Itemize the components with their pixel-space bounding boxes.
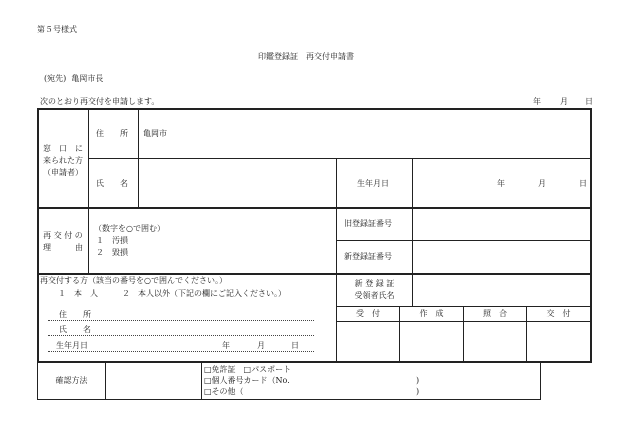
form-title: 印鑑登録証 再交付申請書 bbox=[258, 52, 354, 61]
form-number: 第５号様式 bbox=[37, 25, 77, 34]
recipient-name-label: 氏 名 bbox=[59, 325, 91, 334]
old-number-label: 旧登録証番号 bbox=[344, 219, 392, 228]
addressee: (宛先) 亀岡市長 bbox=[44, 74, 104, 83]
applicant-birth-month: 月 bbox=[538, 179, 546, 188]
applicant-birth-day: 日 bbox=[579, 179, 587, 188]
confirmation-option-mynumber[interactable]: □個人番号カード（No. bbox=[204, 376, 290, 385]
applicant-address-value[interactable]: 亀岡市 bbox=[143, 129, 167, 138]
reason-label-2: 理 由 bbox=[43, 243, 83, 252]
recipient-birth-year: 年 bbox=[222, 341, 230, 350]
header-year: 年 bbox=[533, 97, 541, 106]
request-line: 次のとおり再交付を申請します。 bbox=[40, 97, 160, 106]
confirmation-close-paren-1: ) bbox=[416, 376, 420, 385]
applicant-label-3: （申請者） bbox=[43, 168, 83, 177]
applicant-label-2: 来られた方 bbox=[43, 156, 83, 165]
recipient-birth-day: 日 bbox=[291, 341, 299, 350]
header-day: 日 bbox=[585, 97, 593, 106]
reason-option-2[interactable]: ２ 毀損 bbox=[96, 248, 128, 257]
reason-instruction: （数字を○で囲む） bbox=[94, 224, 165, 233]
recipient-heading: 再交付する方（該当の番号を○で囲んでください。） bbox=[40, 276, 227, 285]
applicant-birth-label: 生年月日 bbox=[357, 179, 389, 188]
applicant-address-label: 住 所 bbox=[96, 129, 128, 138]
recipient-address-label: 住 所 bbox=[59, 310, 91, 319]
reason-option-1[interactable]: １ 汚損 bbox=[96, 236, 128, 245]
office-col-issue: 交 付 bbox=[546, 309, 571, 318]
receiver-label-2: 受領者氏名 bbox=[354, 291, 395, 300]
reason-label-1: 再 交 付 の bbox=[43, 231, 83, 240]
confirmation-label: 確認方法 bbox=[55, 376, 88, 385]
new-number-label: 新登録証番号 bbox=[344, 252, 392, 261]
applicant-birth-year: 年 bbox=[497, 179, 505, 188]
office-col-verify: 照 合 bbox=[483, 309, 507, 318]
recipient-birth-label: 生年月日 bbox=[56, 341, 88, 350]
confirmation-option-other[interactable]: □その他（ bbox=[204, 387, 244, 396]
receiver-label-1: 新 登 録 証 bbox=[354, 279, 395, 288]
recipient-birth-month: 月 bbox=[257, 341, 265, 350]
recipient-options[interactable]: １ 本 人 ２ 本人以外（下記の欄にご記入ください。） bbox=[58, 289, 286, 298]
confirmation-option-license-passport[interactable]: □免許証 □パスポート bbox=[204, 365, 292, 374]
applicant-label-1: 窓 口 に bbox=[43, 144, 83, 153]
applicant-name-label: 氏 名 bbox=[96, 179, 128, 188]
office-col-reception: 受 付 bbox=[356, 309, 380, 318]
confirmation-close-paren-2: ) bbox=[416, 387, 420, 396]
office-col-creation: 作 成 bbox=[419, 309, 444, 318]
header-month: 月 bbox=[560, 97, 568, 106]
